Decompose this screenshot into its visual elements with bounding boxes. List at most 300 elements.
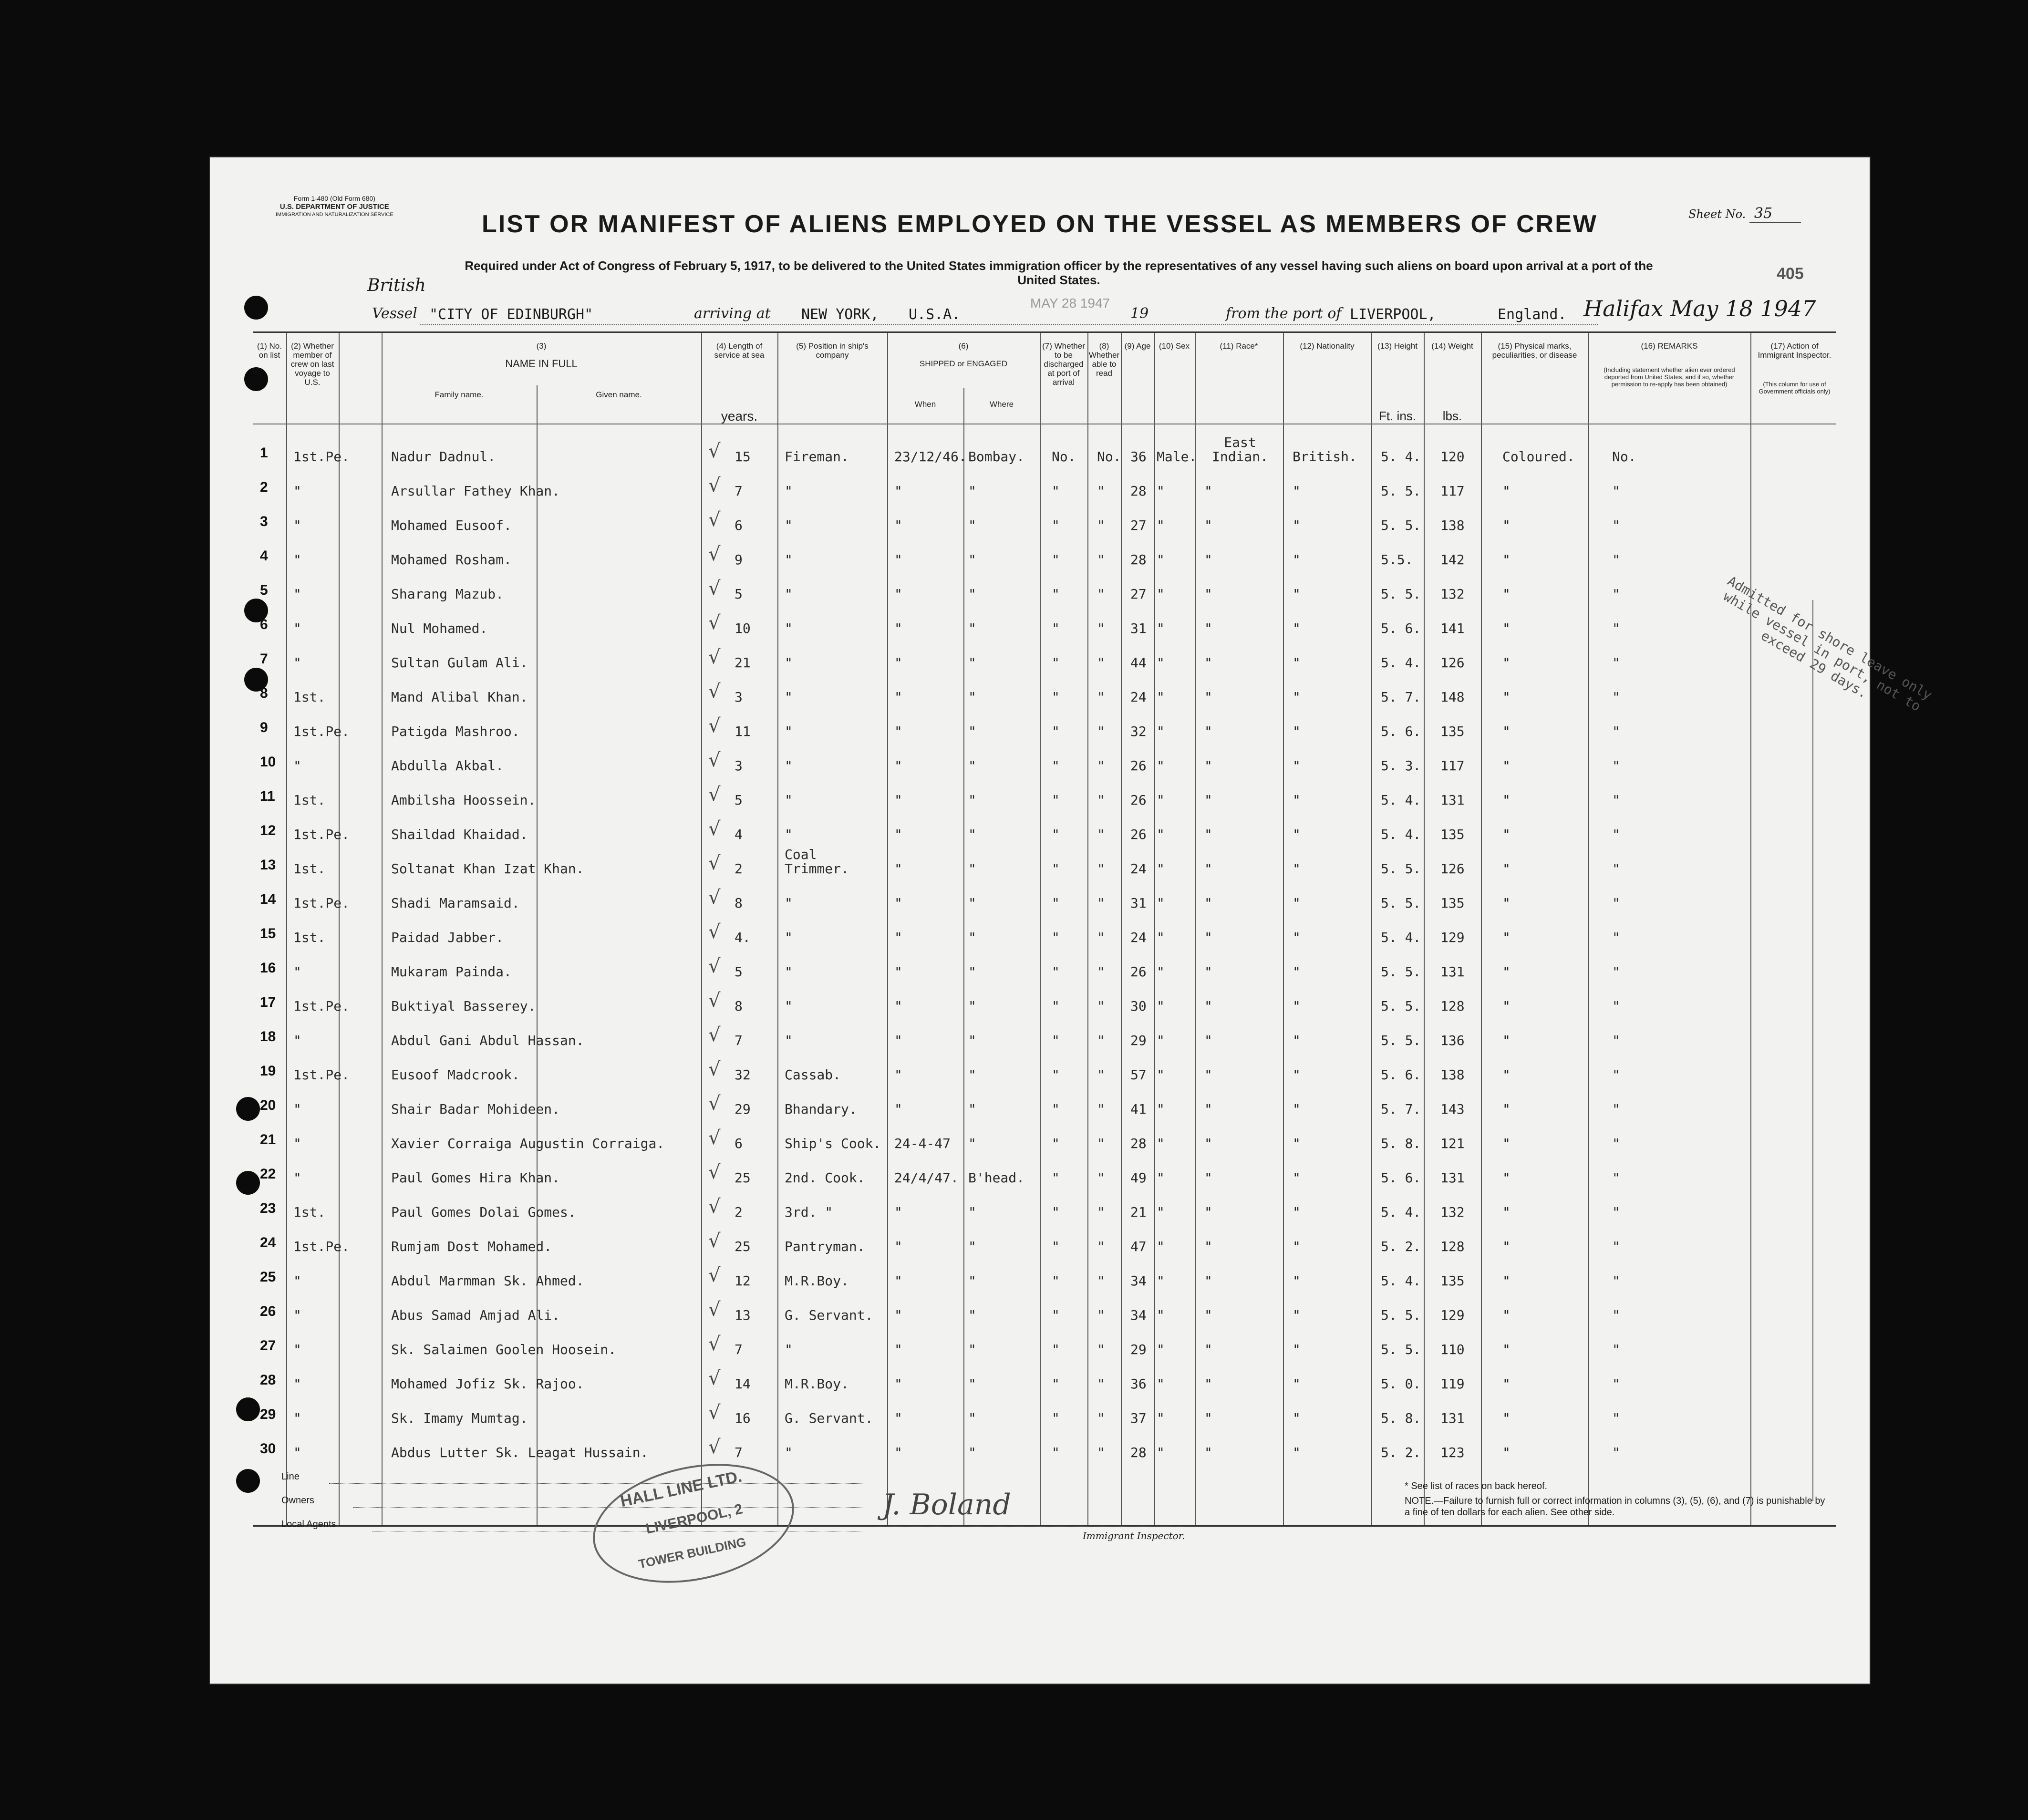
cell-c2: 1st.Pe. bbox=[293, 998, 350, 1014]
cell-position: " bbox=[785, 930, 793, 945]
cell-shipped-where: " bbox=[968, 930, 976, 945]
cell-able-to-read: " bbox=[1097, 1410, 1105, 1426]
cell-height: 5. 4. bbox=[1381, 827, 1421, 842]
cell-race: " bbox=[1204, 1204, 1212, 1220]
cell-remarks: " bbox=[1612, 1136, 1620, 1151]
cell-shipped-where: " bbox=[968, 483, 976, 499]
cell-age: 26 bbox=[1130, 792, 1147, 808]
row-number: 27 bbox=[260, 1338, 276, 1354]
handwritten-arrival-note: Halifax May 18 1947 bbox=[1583, 296, 1816, 321]
cell-discharged: " bbox=[1052, 930, 1060, 945]
cell-shipped-where: " bbox=[968, 1204, 976, 1220]
cell-remarks: " bbox=[1612, 1445, 1620, 1460]
cell-race: " bbox=[1204, 827, 1212, 842]
check-mark: √ bbox=[708, 646, 721, 668]
arrival-country: U.S.A. bbox=[909, 306, 961, 323]
cell-nationality: British. bbox=[1293, 449, 1357, 465]
check-mark: √ bbox=[708, 921, 721, 943]
cell-physical-marks: " bbox=[1502, 1376, 1511, 1392]
cell-c2: " bbox=[293, 1342, 301, 1357]
races-note: * See list of races on back hereof. bbox=[1405, 1481, 1548, 1491]
cell-race: " bbox=[1204, 1376, 1212, 1392]
cell-sex: " bbox=[1157, 1342, 1165, 1357]
cell-physical-marks: " bbox=[1502, 1342, 1511, 1357]
row-number: 14 bbox=[260, 891, 276, 907]
check-mark: √ bbox=[708, 440, 721, 462]
cell-position: " bbox=[785, 998, 793, 1014]
cell-race: " bbox=[1204, 655, 1212, 671]
table-row bbox=[253, 749, 1836, 784]
cell-discharged: " bbox=[1052, 1376, 1060, 1392]
cell-service-years: 32 bbox=[735, 1067, 751, 1083]
cell-shipped-when: " bbox=[894, 1239, 902, 1254]
cell-nationality: " bbox=[1293, 689, 1301, 705]
cell-position: " bbox=[785, 689, 793, 705]
cell-weight: 117 bbox=[1440, 483, 1465, 499]
cell-nationality: " bbox=[1293, 1445, 1301, 1460]
cell-discharged: " bbox=[1052, 1204, 1060, 1220]
cell-remarks: " bbox=[1612, 1273, 1620, 1289]
cell-sex: " bbox=[1157, 827, 1165, 842]
cell-sex: " bbox=[1157, 552, 1165, 568]
check-mark: √ bbox=[708, 1093, 721, 1115]
cell-discharged: " bbox=[1052, 1101, 1060, 1117]
cell-shipped-when: " bbox=[894, 1204, 902, 1220]
cell-height: 5.5. bbox=[1381, 552, 1413, 568]
table-row bbox=[253, 990, 1836, 1024]
check-mark: √ bbox=[708, 543, 721, 565]
cell-height: 5. 5. bbox=[1381, 861, 1421, 877]
cell-shipped-when: 23/12/46. bbox=[894, 449, 967, 465]
cell-c2: 1st.Pe. bbox=[293, 724, 350, 739]
cell-position: " bbox=[785, 758, 793, 774]
header-col-3a: Family name. bbox=[435, 390, 484, 399]
cell-shipped-when: " bbox=[894, 1376, 902, 1392]
cell-remarks: " bbox=[1612, 1239, 1620, 1254]
cell-physical-marks: " bbox=[1502, 1101, 1511, 1117]
cell-remarks: " bbox=[1612, 895, 1620, 911]
cell-shipped-when: " bbox=[894, 758, 902, 774]
cell-physical-marks: " bbox=[1502, 861, 1511, 877]
cell-race: " bbox=[1204, 930, 1212, 945]
cell-shipped-where: " bbox=[968, 792, 976, 808]
cell-c2: " bbox=[293, 1445, 301, 1460]
table-row bbox=[253, 1024, 1836, 1058]
cell-nationality: " bbox=[1293, 1410, 1301, 1426]
year-label: 19 bbox=[1130, 305, 1149, 322]
cell-position: " bbox=[785, 655, 793, 671]
cell-physical-marks: " bbox=[1502, 964, 1511, 980]
table-row bbox=[253, 1093, 1836, 1127]
cell-sex: " bbox=[1157, 1136, 1165, 1151]
cell-c2: " bbox=[293, 1170, 301, 1186]
cell-position: Ship's Cook. bbox=[785, 1136, 881, 1151]
cell-c2: 1st. bbox=[293, 861, 326, 877]
cell-shipped-where: " bbox=[968, 552, 976, 568]
cell-service-years: 3 bbox=[735, 689, 743, 705]
cell-able-to-read: " bbox=[1097, 1376, 1105, 1392]
cell-family-name: Sk. Salaimen Goolen Hoosein. bbox=[391, 1342, 617, 1357]
cell-c2: 1st.Pe. bbox=[293, 449, 350, 465]
table-row bbox=[253, 543, 1836, 578]
table-row bbox=[253, 1161, 1836, 1196]
cell-nationality: " bbox=[1293, 655, 1301, 671]
cell-position: Coal Trimmer. bbox=[785, 847, 849, 877]
cell-height: 5. 5. bbox=[1381, 1307, 1421, 1323]
from-port: LIVERPOOL, bbox=[1350, 306, 1436, 323]
form-number-line: Form 1-480 (Old Form 680) bbox=[293, 195, 375, 202]
cell-weight: 135 bbox=[1440, 827, 1465, 842]
cell-family-name: Mohamed Jofiz Sk. Rajoo. bbox=[391, 1376, 584, 1392]
cell-height: 5. 0. bbox=[1381, 1376, 1421, 1392]
cell-discharged: " bbox=[1052, 1170, 1060, 1186]
cell-discharged: " bbox=[1052, 655, 1060, 671]
cell-discharged: " bbox=[1052, 552, 1060, 568]
cell-c2: 1st. bbox=[293, 930, 326, 945]
header-col-4: (4) Length of service at sea bbox=[714, 341, 765, 360]
cell-able-to-read: " bbox=[1097, 827, 1105, 842]
cell-sex: " bbox=[1157, 483, 1165, 499]
cell-physical-marks: " bbox=[1502, 1273, 1511, 1289]
cell-height: 5. 5. bbox=[1381, 895, 1421, 911]
document-title: LIST OR MANIFEST OF ALIENS EMPLOYED ON THE VESSEL AS MEMBERS OF CREW bbox=[482, 210, 1598, 238]
stamp-bottom-text: TOWER BUILDING bbox=[637, 1534, 747, 1572]
cell-shipped-where: " bbox=[968, 1273, 976, 1289]
cell-shipped-when: " bbox=[894, 792, 902, 808]
cell-shipped-when: " bbox=[894, 998, 902, 1014]
cell-age: 28 bbox=[1130, 1136, 1147, 1151]
table-row bbox=[253, 1230, 1836, 1264]
cell-age: 28 bbox=[1130, 1445, 1147, 1460]
cell-remarks: " bbox=[1612, 517, 1620, 533]
cell-physical-marks: " bbox=[1502, 724, 1511, 739]
cell-service-years: 5 bbox=[735, 792, 743, 808]
cell-position: " bbox=[785, 517, 793, 533]
row-number: 29 bbox=[260, 1406, 276, 1422]
line-label: Line bbox=[281, 1471, 300, 1482]
cell-remarks: " bbox=[1612, 1067, 1620, 1083]
cell-shipped-where: Bombay. bbox=[968, 449, 1025, 465]
cell-remarks: " bbox=[1612, 930, 1620, 945]
cell-sex: " bbox=[1157, 1204, 1165, 1220]
cell-height: 5. 4. bbox=[1381, 792, 1421, 808]
table-row bbox=[253, 955, 1836, 990]
cell-position: 2nd. Cook. bbox=[785, 1170, 865, 1186]
table-row bbox=[253, 921, 1836, 955]
document-subtitle: Required under Act of Congress of February 5, 1917, to be delivered to the United States immigration officer by the representatives of any vessel having such aliens on board upon arrival at a port of the United States. bbox=[465, 259, 1653, 287]
cell-discharged: " bbox=[1052, 724, 1060, 739]
header-col-3b: Given name. bbox=[596, 390, 642, 399]
cell-service-years: 5 bbox=[735, 964, 743, 980]
cell-nationality: " bbox=[1293, 1273, 1301, 1289]
cell-family-name: Ambilsha Hoossein. bbox=[391, 792, 536, 808]
cell-c2: 1st. bbox=[293, 792, 326, 808]
row-number: 4 bbox=[260, 548, 268, 564]
cell-c2: " bbox=[293, 964, 301, 980]
cell-service-years: 7 bbox=[735, 483, 743, 499]
cell-age: 24 bbox=[1130, 861, 1147, 877]
cell-discharged: " bbox=[1052, 689, 1060, 705]
row-number: 15 bbox=[260, 926, 276, 941]
cell-weight: 148 bbox=[1440, 689, 1465, 705]
cell-age: 30 bbox=[1130, 998, 1147, 1014]
header-col-1: (1) No. on list bbox=[257, 341, 282, 360]
cell-c2: " bbox=[293, 1136, 301, 1151]
check-mark: √ bbox=[708, 475, 721, 496]
row-number: 5 bbox=[260, 582, 268, 598]
cell-weight: 132 bbox=[1440, 1204, 1465, 1220]
cell-service-years: 6 bbox=[735, 1136, 743, 1151]
check-mark: √ bbox=[708, 852, 721, 874]
cell-nationality: " bbox=[1293, 724, 1301, 739]
cell-physical-marks: " bbox=[1502, 517, 1511, 533]
cell-shipped-where: " bbox=[968, 1067, 976, 1083]
cell-able-to-read: " bbox=[1097, 1101, 1105, 1117]
action-column-bracket bbox=[1812, 600, 1813, 1501]
cell-service-years: 11 bbox=[735, 724, 751, 739]
cell-nationality: " bbox=[1293, 1239, 1301, 1254]
cell-physical-marks: " bbox=[1502, 552, 1511, 568]
cell-age: 49 bbox=[1130, 1170, 1147, 1186]
cell-height: 5. 2. bbox=[1381, 1239, 1421, 1254]
cell-age: 26 bbox=[1130, 827, 1147, 842]
cell-service-years: 2 bbox=[735, 1204, 743, 1220]
check-mark: √ bbox=[708, 681, 721, 703]
cell-remarks: " bbox=[1612, 964, 1620, 980]
check-mark: √ bbox=[708, 1196, 721, 1218]
cell-sex: " bbox=[1157, 861, 1165, 877]
row-number: 6 bbox=[260, 617, 268, 632]
cell-sex: " bbox=[1157, 1170, 1165, 1186]
table-row bbox=[253, 475, 1836, 509]
cell-height: 5. 8. bbox=[1381, 1136, 1421, 1151]
cell-c2: " bbox=[293, 1273, 301, 1289]
cell-position: " bbox=[785, 895, 793, 911]
cell-nationality: " bbox=[1293, 586, 1301, 602]
cell-remarks: " bbox=[1612, 552, 1620, 568]
cell-service-years: 10 bbox=[735, 620, 751, 636]
cell-age: 29 bbox=[1130, 1033, 1147, 1048]
cell-discharged: " bbox=[1052, 1410, 1060, 1426]
row-number: 16 bbox=[260, 960, 276, 976]
check-mark: √ bbox=[708, 1436, 721, 1458]
cell-service-years: 25 bbox=[735, 1239, 751, 1254]
cell-shipped-when: " bbox=[894, 689, 902, 705]
cell-race: " bbox=[1204, 1033, 1212, 1048]
cell-shipped-where: " bbox=[968, 758, 976, 774]
cell-discharged: " bbox=[1052, 1445, 1060, 1460]
cell-weight: 131 bbox=[1440, 1410, 1465, 1426]
cell-remarks: No. bbox=[1612, 449, 1636, 465]
cell-able-to-read: " bbox=[1097, 792, 1105, 808]
cell-sex: " bbox=[1157, 655, 1165, 671]
table-row bbox=[253, 1058, 1836, 1093]
cell-shipped-when: " bbox=[894, 930, 902, 945]
cell-sex: " bbox=[1157, 1273, 1165, 1289]
cell-remarks: " bbox=[1612, 483, 1620, 499]
cell-race: " bbox=[1204, 517, 1212, 533]
owners-label: Owners bbox=[281, 1495, 314, 1506]
cell-nationality: " bbox=[1293, 1067, 1301, 1083]
cell-sex: " bbox=[1157, 1410, 1165, 1426]
cell-race: " bbox=[1204, 758, 1212, 774]
cell-nationality: " bbox=[1293, 758, 1301, 774]
cell-c2: 1st. bbox=[293, 689, 326, 705]
cell-family-name: Patigda Mashroo. bbox=[391, 724, 520, 739]
cell-discharged: " bbox=[1052, 1033, 1060, 1048]
cell-remarks: " bbox=[1612, 620, 1620, 636]
cell-age: 24 bbox=[1130, 930, 1147, 945]
cell-shipped-where: " bbox=[968, 1307, 976, 1323]
cell-family-name: Shair Badar Mohideen. bbox=[391, 1101, 560, 1117]
cell-sex: " bbox=[1157, 1445, 1165, 1460]
cell-height: 5. 5. bbox=[1381, 1342, 1421, 1357]
cell-discharged: " bbox=[1052, 1067, 1060, 1083]
cell-remarks: " bbox=[1612, 998, 1620, 1014]
header-col-6b: Where bbox=[989, 400, 1014, 409]
cell-height: 5. 6. bbox=[1381, 620, 1421, 636]
cell-c2: " bbox=[293, 1033, 301, 1048]
cell-nationality: " bbox=[1293, 1136, 1301, 1151]
line-rule bbox=[329, 1483, 863, 1484]
check-mark: √ bbox=[708, 990, 721, 1012]
row-number: 7 bbox=[260, 651, 268, 667]
cell-physical-marks: " bbox=[1502, 620, 1511, 636]
row-number: 20 bbox=[260, 1097, 276, 1113]
cell-race: " bbox=[1204, 1445, 1212, 1460]
cell-service-years: 7 bbox=[735, 1033, 743, 1048]
row-number: 30 bbox=[260, 1441, 276, 1457]
cell-physical-marks: " bbox=[1502, 586, 1511, 602]
table-row bbox=[253, 818, 1836, 852]
cell-position: " bbox=[785, 964, 793, 980]
check-mark: √ bbox=[708, 1367, 721, 1389]
cell-weight: 131 bbox=[1440, 792, 1465, 808]
cell-height: 5. 3. bbox=[1381, 758, 1421, 774]
row-number: 17 bbox=[260, 994, 276, 1010]
stamp-middle-text: LIVERPOOL, 2 bbox=[644, 1501, 745, 1537]
cell-shipped-when: " bbox=[894, 1101, 902, 1117]
cell-able-to-read: " bbox=[1097, 655, 1105, 671]
cell-family-name: Mand Alibal Khan. bbox=[391, 689, 528, 705]
header-col-10: (10) Sex bbox=[1159, 341, 1190, 351]
cell-sex: " bbox=[1157, 1067, 1165, 1083]
cell-nationality: " bbox=[1293, 483, 1301, 499]
cell-physical-marks: " bbox=[1502, 1239, 1511, 1254]
cell-family-name: Shaildad Khaidad. bbox=[391, 827, 528, 842]
cell-shipped-where: B'head. bbox=[968, 1170, 1025, 1186]
cell-age: 37 bbox=[1130, 1410, 1147, 1426]
cell-service-years: 7 bbox=[735, 1342, 743, 1357]
signature-rule bbox=[878, 1526, 1183, 1527]
cell-family-name: Paul Gomes Hira Khan. bbox=[391, 1170, 560, 1186]
cell-shipped-where: " bbox=[968, 1033, 976, 1048]
cell-family-name: Abus Samad Amjad Ali. bbox=[391, 1307, 560, 1323]
cell-weight: 123 bbox=[1440, 1445, 1465, 1460]
cell-age: 44 bbox=[1130, 655, 1147, 671]
header-col-12: (12) Nationality bbox=[1300, 341, 1355, 351]
check-mark: √ bbox=[708, 1024, 721, 1046]
header-col-17: (17) Action of Immigrant Inspector. bbox=[1758, 341, 1831, 360]
cell-race: " bbox=[1204, 1410, 1212, 1426]
cell-able-to-read: " bbox=[1097, 689, 1105, 705]
check-mark: √ bbox=[708, 1264, 721, 1286]
cell-height: 5. 4. bbox=[1381, 449, 1421, 465]
cell-shipped-when: " bbox=[894, 1033, 902, 1048]
check-mark: √ bbox=[708, 887, 721, 909]
row-number: 21 bbox=[260, 1132, 276, 1148]
header-col-2: (2) Whether member of crew on last voyage to U.S. bbox=[290, 341, 334, 387]
cell-shipped-where: " bbox=[968, 1445, 976, 1460]
cell-family-name: Eusoof Madcrook. bbox=[391, 1067, 520, 1083]
cell-age: 21 bbox=[1130, 1204, 1147, 1220]
cell-nationality: " bbox=[1293, 964, 1301, 980]
cell-age: 31 bbox=[1130, 895, 1147, 911]
cell-position: " bbox=[785, 620, 793, 636]
inspector-signature: J. Boland bbox=[882, 1488, 1011, 1521]
cell-weight: 129 bbox=[1440, 1307, 1465, 1323]
header-col-6a: When bbox=[914, 400, 936, 409]
cell-discharged: " bbox=[1052, 1273, 1060, 1289]
cell-shipped-when: " bbox=[894, 552, 902, 568]
cell-race: " bbox=[1204, 861, 1212, 877]
row-number: 22 bbox=[260, 1166, 276, 1182]
table-row bbox=[253, 1402, 1836, 1436]
check-mark: √ bbox=[708, 1333, 721, 1355]
cell-family-name: Mohamed Rosham. bbox=[391, 552, 512, 568]
cell-shipped-when: " bbox=[894, 1410, 902, 1426]
cell-age: 26 bbox=[1130, 758, 1147, 774]
cell-height: 5. 6. bbox=[1381, 1170, 1421, 1186]
crew-table bbox=[253, 331, 1935, 1527]
cell-height: 5. 5. bbox=[1381, 483, 1421, 499]
local-agents-label: Local Agents bbox=[281, 1519, 336, 1530]
cell-sex: " bbox=[1157, 1239, 1165, 1254]
header-col-13: (13) Height bbox=[1377, 341, 1418, 351]
cell-discharged: " bbox=[1052, 620, 1060, 636]
cell-family-name: Paidad Jabber. bbox=[391, 930, 504, 945]
table-row bbox=[253, 1333, 1836, 1367]
cell-race: " bbox=[1204, 1136, 1212, 1151]
cell-c2: 1st.Pe. bbox=[293, 827, 350, 842]
cell-c2: " bbox=[293, 620, 301, 636]
cell-family-name: Abdul Gani Abdul Hassan. bbox=[391, 1033, 584, 1048]
cell-discharged: " bbox=[1052, 998, 1060, 1014]
cell-age: 34 bbox=[1130, 1273, 1147, 1289]
cell-service-years: 7 bbox=[735, 1445, 743, 1460]
cell-nationality: " bbox=[1293, 1033, 1301, 1048]
cell-position: M.R.Boy. bbox=[785, 1376, 849, 1392]
cell-service-years: 8 bbox=[735, 895, 743, 911]
cell-weight: 143 bbox=[1440, 1101, 1465, 1117]
header-col-11: (11) Race* bbox=[1220, 341, 1258, 351]
cell-age: 24 bbox=[1130, 689, 1147, 705]
cell-physical-marks: " bbox=[1502, 827, 1511, 842]
cell-service-years: 14 bbox=[735, 1376, 751, 1392]
from-country: England. bbox=[1498, 306, 1567, 323]
table-row bbox=[253, 887, 1836, 921]
cell-weight: 119 bbox=[1440, 1376, 1465, 1392]
cell-service-years: 4. bbox=[735, 930, 751, 945]
header-col-5: (5) Position in ship's company bbox=[796, 341, 869, 360]
cell-weight: 126 bbox=[1440, 861, 1465, 877]
row-number: 23 bbox=[260, 1200, 276, 1216]
cell-shipped-when: " bbox=[894, 895, 902, 911]
cell-nationality: " bbox=[1293, 1170, 1301, 1186]
header-col-4-unit: years. bbox=[721, 409, 758, 424]
cell-c2: 1st. bbox=[293, 1204, 326, 1220]
cell-sex: " bbox=[1157, 792, 1165, 808]
